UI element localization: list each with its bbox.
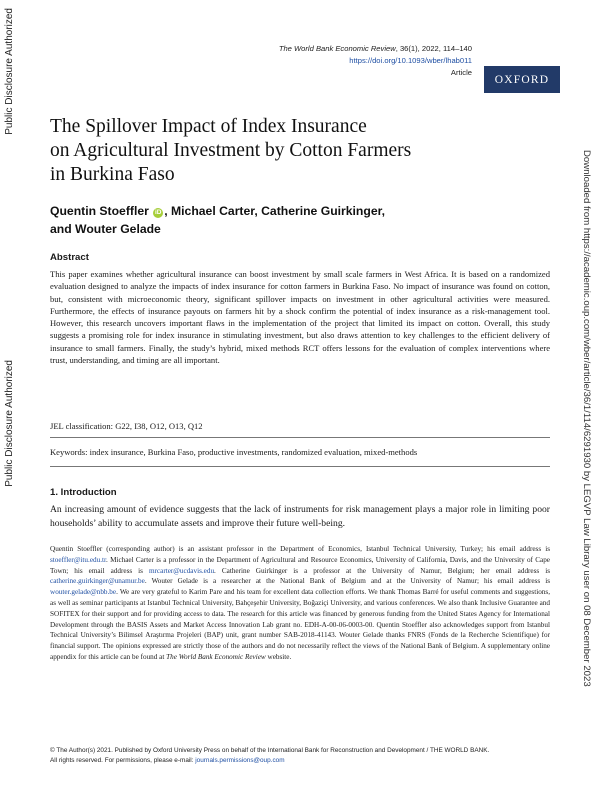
download-watermark: Downloaded from https://academic.oup.com/wber/article/36/1/114/6291930 by LEGVP Law Library user on 08 December 2023: [581, 150, 592, 687]
keywords-text: index insurance, Burkina Faso, productive investments, randomized evaluation, mixed-methods: [87, 447, 418, 457]
keywords: [50, 446, 550, 458]
doi-link[interactable]: https://doi.org/10.1093/wber/lhab011: [349, 56, 472, 65]
footnote-text: . Wouter Gelade is a researcher at the National Bank of Belgium and at the University of Namur; his email address is: [144, 577, 550, 586]
email-link-carter[interactable]: mrcarter@ucdavis.edu: [148, 566, 215, 575]
journal-volume: , 36(1), 2022, 114–140: [395, 44, 472, 53]
divider: [50, 466, 550, 467]
divider: [50, 437, 550, 438]
title-line-1: The Spillover Impact of Index Insurance: [50, 116, 367, 137]
footnote-text: website.: [265, 652, 292, 661]
article-type: Article: [450, 68, 472, 77]
email-link-stoeffler[interactable]: stoeffler@itu.edu.tr: [50, 555, 106, 564]
abstract-heading: Abstract: [50, 252, 89, 263]
jel-codes: G22, I38, O12, O13, Q12: [113, 421, 203, 431]
footnote-journal-name: The World Bank Economic Review: [166, 652, 266, 661]
disclosure-watermark-top: Public Disclosure Authorized: [4, 8, 15, 135]
footnote-text: . Michael Carter is a professor in the Department of Agricultural and Resource Economics, University of California, Davis, and the University of Cape Town; his email address is: [50, 555, 550, 575]
copyright-line-1: © The Author(s) 2021. Published by Oxford University Press on behalf of the International Bank for Reconstruction and Development / THE WORLD BANK.: [50, 747, 490, 754]
journal-name: The World Bank Economic Review: [278, 44, 396, 53]
introduction-text: An increasing amount of evidence suggests that the lack of instruments for risk management plays a major role in limiting poor households’ ability to accumulate assets and improve their future well-being.: [50, 504, 550, 529]
journal-header: [279, 43, 472, 79]
section-heading-introduction: 1. Introduction: [50, 487, 117, 498]
jel-classification: [50, 420, 550, 432]
author-footnote: [50, 544, 550, 663]
permissions-email-link[interactable]: journals.permissions@oup.com: [195, 757, 285, 764]
authors-rest-line-1: , Michael Carter, Catherine Guirkinger,: [164, 204, 386, 218]
email-link-gelade[interactable]: wouter.gelade@nbb.be: [50, 588, 117, 597]
email-link-guirkinger[interactable]: catherine.guirkinger@unamur.be: [50, 577, 145, 586]
copyright-line-2: All rights reserved. For permissions, please e-mail:: [50, 757, 196, 764]
disclosure-watermark-bottom: Public Disclosure Authorized: [4, 360, 15, 487]
abstract-text: This paper examines whether agricultural insurance can boost investment by small scale farmers in West Africa. It is based on a randomized evaluation designed to analyze the impacts of index insurance for cotton farmers in Burkina Faso. No impact of insurance was found on cotton, but, consistent with microeconomic theory, significant spillover impacts on investment in other agricultural activities were measured. Furthermore, the effects of insurance payouts on farmers hit by a shock confirm the potential of index insurance as a risk-management tool. However, this research uncovers important flaws in the implementation of the project that limited its impact on cotton. Overall, this study suggests a promising role for index insurance in stimulating investment, but also draws attention to key challenges to the efficient delivery of insurance to small farmers. Finally, the study’s hybrid, mixed methods RCT offers lessons for the evaluation of complex interventions where trust, understanding, and timing are all important.: [50, 269, 550, 366]
footnote-text: . We are very grateful to Karim Pare and his team for excellent data collection efforts. We thank Thomas Barré for useful comments and suggestions, as well as seminar participants at Istanbul Technical University, Bahçeşehir University, Boğaziçi University, and various conferences. We also thank Inclusive Guarantee and SOFITEX for their support and for providing access to data. The research for this article was financed by generous funding from the United States Agency for International Development through the BASIS Assets and Market Access Innovation Lab grant no. EDH-A-00-06-0003-00. Quentin Stoeffler also acknowledges support from Istanbul Technical University’s Bilimsel Araştırma Projeleri (BAP) unit, grant number SAB-2018-41143. Wouter Gelade thanks FNRS (Fonds de la Recherche Scientifique) for financial support. The opinions expressed are strictly those of the authors and do not necessarily reflect the views of the National Bank of Belgium. A supplementary online appendix for this article can be found at: [50, 588, 550, 661]
author-list: [50, 202, 520, 238]
footnote-text: . Catherine Guirkinger is a professor at the University of Namur, Belgium; her email address is: [214, 566, 551, 575]
journal-citation: [279, 43, 472, 55]
paper-title: [50, 115, 520, 187]
orcid-icon[interactable]: iD: [155, 209, 162, 216]
title-line-2: on Agricultural Investment by Cotton Farmers: [50, 140, 412, 161]
footnote-text: Quentin Stoeffler (corresponding author) is an assistant professor in the Department of Economics, Istanbul Technical University, Turkey; his email address is: [50, 545, 550, 553]
keywords-label: Keywords:: [50, 447, 88, 457]
jel-label: JEL classification:: [50, 421, 114, 431]
author-stoeffler: Quentin Stoeffler: [50, 204, 149, 218]
title-line-3: in Burkina Faso: [50, 164, 175, 185]
authors-line-2: and Wouter Gelade: [50, 222, 161, 236]
copyright-notice: [50, 746, 560, 766]
oxford-logo: OXFORD: [484, 66, 560, 93]
